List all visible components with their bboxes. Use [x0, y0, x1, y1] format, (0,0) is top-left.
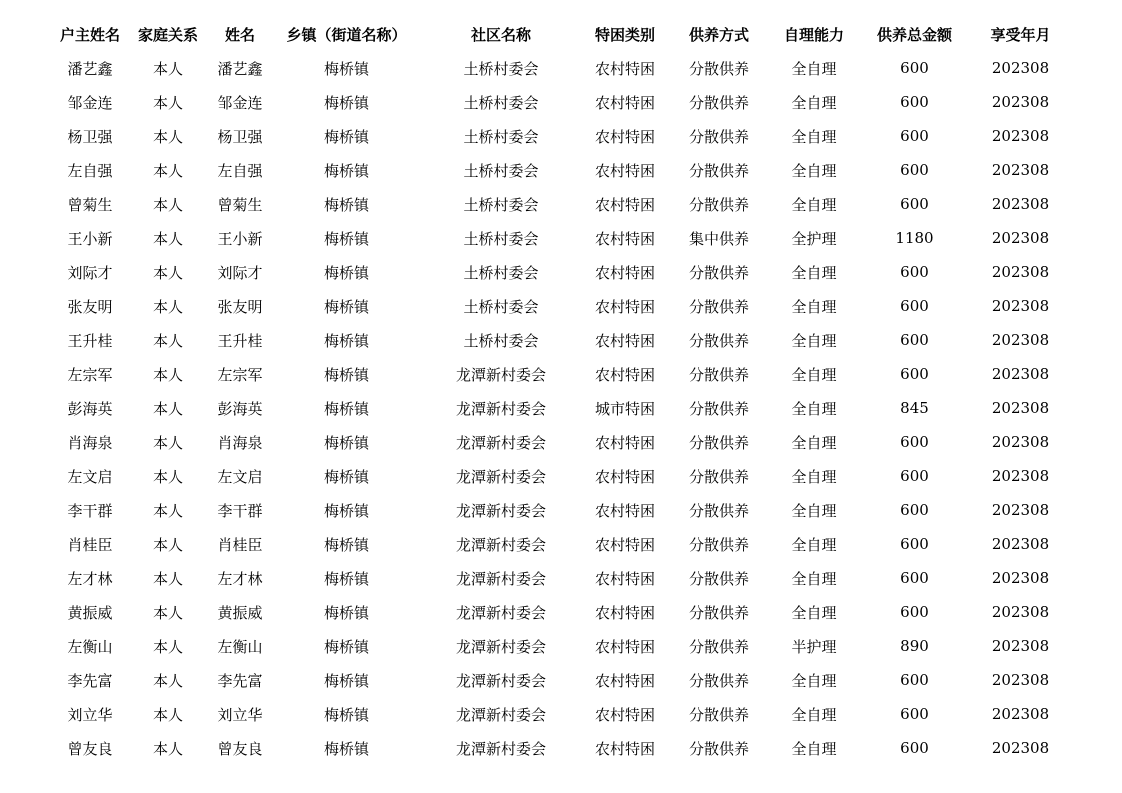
- cell-township: 梅桥镇: [323, 161, 369, 180]
- cell-start-month: 202308: [991, 501, 1050, 519]
- cell-support-amount: 600: [900, 127, 929, 145]
- cell-householder-name: 左自强: [67, 161, 113, 180]
- cell-support-amount: 600: [900, 603, 929, 621]
- cell-support-method: 分散供养: [688, 501, 749, 520]
- cell-family-relation: 本人: [152, 501, 183, 520]
- cell-hardship-category: 农村特困: [594, 93, 655, 112]
- table-row: [55, 731, 1074, 765]
- cell-hardship-category: 农村特困: [594, 535, 655, 554]
- table-row: [55, 595, 1074, 629]
- cell-hardship-category: 农村特困: [594, 467, 655, 486]
- cell-hardship-category: 农村特困: [594, 297, 655, 316]
- cell-self-care-ability: 全护理: [791, 229, 837, 248]
- cell-support-amount: 600: [900, 705, 929, 723]
- cell-support-amount: 600: [900, 59, 929, 77]
- cell-start-month: 202308: [991, 671, 1050, 689]
- cell-self-care-ability: 全自理: [791, 59, 837, 78]
- cell-householder-name: 黄振威: [67, 603, 113, 622]
- cell-support-amount: 1180: [895, 229, 934, 247]
- cell-householder-name: 彭海英: [67, 399, 113, 418]
- document-page: [55, 17, 1074, 765]
- cell-township: 梅桥镇: [323, 637, 369, 656]
- cell-householder-name: 邹金连: [67, 93, 113, 112]
- cell-community: 土桥村委会: [463, 263, 539, 282]
- cell-hardship-category: 城市特困: [594, 399, 655, 418]
- cell-start-month: 202308: [991, 705, 1050, 723]
- cell-family-relation: 本人: [152, 127, 183, 146]
- cell-hardship-category: 农村特困: [594, 59, 655, 78]
- cell-township: 梅桥镇: [323, 603, 369, 622]
- header-support-method: 供养方式: [688, 25, 749, 44]
- cell-family-relation: 本人: [152, 399, 183, 418]
- cell-support-method: 分散供养: [688, 467, 749, 486]
- cell-self-care-ability: 全自理: [791, 705, 837, 724]
- cell-community: 龙潭新村委会: [455, 535, 546, 554]
- cell-support-method: 分散供养: [688, 195, 749, 214]
- table-row: [55, 255, 1074, 289]
- table-row: [55, 527, 1074, 561]
- cell-township: 梅桥镇: [323, 535, 369, 554]
- header-community: 社区名称: [470, 25, 531, 44]
- table-row: [55, 85, 1074, 119]
- cell-hardship-category: 农村特困: [594, 229, 655, 248]
- header-support-amount: 供养总金额: [876, 25, 952, 44]
- cell-start-month: 202308: [991, 93, 1050, 111]
- cell-householder-name: 左衡山: [67, 637, 113, 656]
- cell-township: 梅桥镇: [323, 705, 369, 724]
- cell-support-amount: 845: [900, 399, 929, 417]
- cell-community: 土桥村委会: [463, 229, 539, 248]
- cell-support-method: 分散供养: [688, 297, 749, 316]
- table-row: [55, 425, 1074, 459]
- cell-hardship-category: 农村特困: [594, 161, 655, 180]
- cell-family-relation: 本人: [152, 603, 183, 622]
- cell-support-amount: 600: [900, 467, 929, 485]
- cell-self-care-ability: 全自理: [791, 739, 837, 758]
- cell-self-care-ability: 全自理: [791, 399, 837, 418]
- cell-self-care-ability: 全自理: [791, 127, 837, 146]
- header-householder-name: 户主姓名: [59, 25, 120, 44]
- cell-self-care-ability: 全自理: [791, 161, 837, 180]
- cell-community: 龙潭新村委会: [455, 399, 546, 418]
- cell-support-method: 分散供养: [688, 399, 749, 418]
- cell-hardship-category: 农村特困: [594, 705, 655, 724]
- cell-hardship-category: 农村特困: [594, 331, 655, 350]
- cell-support-method: 分散供养: [688, 263, 749, 282]
- cell-support-method: 分散供养: [688, 705, 749, 724]
- cell-township: 梅桥镇: [323, 195, 369, 214]
- cell-community: 龙潭新村委会: [455, 501, 546, 520]
- table-row: [55, 663, 1074, 697]
- table-row: [55, 561, 1074, 595]
- cell-township: 梅桥镇: [323, 399, 369, 418]
- cell-support-amount: 890: [900, 637, 929, 655]
- header-township: 乡镇（街道名称）: [286, 25, 407, 44]
- cell-self-care-ability: 全自理: [791, 603, 837, 622]
- cell-support-amount: 600: [900, 93, 929, 111]
- cell-householder-name: 曾友良: [67, 739, 113, 758]
- cell-self-care-ability: 全自理: [791, 535, 837, 554]
- cell-name: 李干群: [217, 501, 263, 520]
- cell-householder-name: 王升桂: [67, 331, 113, 350]
- cell-name: 张友明: [217, 297, 263, 316]
- cell-name: 刘际才: [217, 263, 263, 282]
- cell-township: 梅桥镇: [323, 263, 369, 282]
- cell-support-amount: 600: [900, 195, 929, 213]
- cell-start-month: 202308: [991, 637, 1050, 655]
- cell-hardship-category: 农村特困: [594, 739, 655, 758]
- table-row: [55, 629, 1074, 663]
- cell-family-relation: 本人: [152, 93, 183, 112]
- cell-support-amount: 600: [900, 331, 929, 349]
- header-hardship-category: 特困类别: [594, 25, 655, 44]
- cell-hardship-category: 农村特困: [594, 263, 655, 282]
- cell-name: 曾友良: [217, 739, 263, 758]
- table-row: [55, 289, 1074, 323]
- cell-self-care-ability: 全自理: [791, 501, 837, 520]
- table-body: [55, 51, 1074, 765]
- cell-self-care-ability: 全自理: [791, 433, 837, 452]
- cell-township: 梅桥镇: [323, 59, 369, 78]
- cell-name: 李先富: [217, 671, 263, 690]
- cell-township: 梅桥镇: [323, 297, 369, 316]
- cell-family-relation: 本人: [152, 229, 183, 248]
- cell-community: 龙潭新村委会: [455, 365, 546, 384]
- cell-township: 梅桥镇: [323, 739, 369, 758]
- cell-family-relation: 本人: [152, 569, 183, 588]
- header-row: [55, 17, 1074, 51]
- table-row: [55, 357, 1074, 391]
- cell-support-method: 分散供养: [688, 603, 749, 622]
- cell-support-amount: 600: [900, 365, 929, 383]
- header-self-care-ability: 自理能力: [783, 25, 844, 44]
- cell-householder-name: 刘际才: [67, 263, 113, 282]
- cell-community: 龙潭新村委会: [455, 671, 546, 690]
- cell-township: 梅桥镇: [323, 331, 369, 350]
- cell-name: 刘立华: [217, 705, 263, 724]
- table-row: [55, 51, 1074, 85]
- cell-community: 土桥村委会: [463, 331, 539, 350]
- cell-community: 土桥村委会: [463, 93, 539, 112]
- cell-support-method: 分散供养: [688, 569, 749, 588]
- cell-support-amount: 600: [900, 739, 929, 757]
- cell-name: 黄振威: [217, 603, 263, 622]
- cell-name: 左文启: [217, 467, 263, 486]
- cell-family-relation: 本人: [152, 59, 183, 78]
- cell-family-relation: 本人: [152, 467, 183, 486]
- cell-support-amount: 600: [900, 433, 929, 451]
- cell-hardship-category: 农村特困: [594, 433, 655, 452]
- cell-householder-name: 刘立华: [67, 705, 113, 724]
- header-start-month: 享受年月: [990, 25, 1051, 44]
- cell-self-care-ability: 全自理: [791, 93, 837, 112]
- cell-family-relation: 本人: [152, 637, 183, 656]
- cell-community: 土桥村委会: [463, 297, 539, 316]
- cell-township: 梅桥镇: [323, 433, 369, 452]
- cell-hardship-category: 农村特困: [594, 365, 655, 384]
- table-row: [55, 391, 1074, 425]
- cell-householder-name: 肖桂臣: [67, 535, 113, 554]
- cell-community: 土桥村委会: [463, 59, 539, 78]
- cell-householder-name: 肖海泉: [67, 433, 113, 452]
- table-row: [55, 459, 1074, 493]
- cell-start-month: 202308: [991, 263, 1050, 281]
- table-row: [55, 119, 1074, 153]
- cell-township: 梅桥镇: [323, 229, 369, 248]
- cell-community: 龙潭新村委会: [455, 637, 546, 656]
- cell-start-month: 202308: [991, 467, 1050, 485]
- cell-support-method: 分散供养: [688, 59, 749, 78]
- cell-start-month: 202308: [991, 365, 1050, 383]
- cell-support-method: 分散供养: [688, 93, 749, 112]
- cell-name: 肖海泉: [217, 433, 263, 452]
- cell-householder-name: 杨卫强: [67, 127, 113, 146]
- cell-self-care-ability: 全自理: [791, 569, 837, 588]
- cell-start-month: 202308: [991, 229, 1050, 247]
- cell-support-method: 分散供养: [688, 739, 749, 758]
- cell-start-month: 202308: [991, 739, 1050, 757]
- cell-householder-name: 曾菊生: [67, 195, 113, 214]
- cell-support-amount: 600: [900, 671, 929, 689]
- cell-householder-name: 左宗军: [67, 365, 113, 384]
- cell-community: 土桥村委会: [463, 195, 539, 214]
- cell-name: 彭海英: [217, 399, 263, 418]
- cell-family-relation: 本人: [152, 671, 183, 690]
- cell-township: 梅桥镇: [323, 127, 369, 146]
- cell-name: 邹金连: [217, 93, 263, 112]
- table-row: [55, 153, 1074, 187]
- cell-name: 左宗军: [217, 365, 263, 384]
- cell-family-relation: 本人: [152, 161, 183, 180]
- table-row: [55, 323, 1074, 357]
- cell-township: 梅桥镇: [323, 365, 369, 384]
- cell-householder-name: 潘艺鑫: [67, 59, 113, 78]
- cell-start-month: 202308: [991, 535, 1050, 553]
- cell-family-relation: 本人: [152, 739, 183, 758]
- cell-hardship-category: 农村特困: [594, 671, 655, 690]
- cell-community: 龙潭新村委会: [455, 705, 546, 724]
- cell-township: 梅桥镇: [323, 93, 369, 112]
- cell-family-relation: 本人: [152, 433, 183, 452]
- cell-self-care-ability: 全自理: [791, 195, 837, 214]
- cell-township: 梅桥镇: [323, 501, 369, 520]
- cell-start-month: 202308: [991, 433, 1050, 451]
- cell-support-amount: 600: [900, 263, 929, 281]
- cell-self-care-ability: 全自理: [791, 263, 837, 282]
- cell-start-month: 202308: [991, 127, 1050, 145]
- cell-start-month: 202308: [991, 59, 1050, 77]
- table-row: [55, 221, 1074, 255]
- cell-start-month: 202308: [991, 161, 1050, 179]
- cell-householder-name: 李干群: [67, 501, 113, 520]
- cell-name: 肖桂臣: [217, 535, 263, 554]
- cell-hardship-category: 农村特困: [594, 603, 655, 622]
- cell-support-method: 分散供养: [688, 161, 749, 180]
- table-row: [55, 697, 1074, 731]
- cell-family-relation: 本人: [152, 331, 183, 350]
- cell-support-method: 分散供养: [688, 331, 749, 350]
- cell-family-relation: 本人: [152, 705, 183, 724]
- cell-support-amount: 600: [900, 297, 929, 315]
- cell-name: 左衡山: [217, 637, 263, 656]
- table-header: [55, 17, 1074, 51]
- cell-name: 曾菊生: [217, 195, 263, 214]
- cell-family-relation: 本人: [152, 297, 183, 316]
- cell-start-month: 202308: [991, 195, 1050, 213]
- cell-community: 龙潭新村委会: [455, 569, 546, 588]
- cell-hardship-category: 农村特困: [594, 127, 655, 146]
- cell-householder-name: 张友明: [67, 297, 113, 316]
- cell-self-care-ability: 全自理: [791, 467, 837, 486]
- cell-hardship-category: 农村特困: [594, 569, 655, 588]
- cell-householder-name: 王小新: [67, 229, 113, 248]
- cell-name: 杨卫强: [217, 127, 263, 146]
- cell-householder-name: 左才林: [67, 569, 113, 588]
- cell-support-method: 分散供养: [688, 127, 749, 146]
- cell-support-method: 分散供养: [688, 637, 749, 656]
- cell-community: 龙潭新村委会: [455, 739, 546, 758]
- cell-hardship-category: 农村特困: [594, 195, 655, 214]
- cell-name: 潘艺鑫: [217, 59, 263, 78]
- cell-support-method: 分散供养: [688, 433, 749, 452]
- cell-start-month: 202308: [991, 399, 1050, 417]
- cell-community: 土桥村委会: [463, 127, 539, 146]
- cell-community: 龙潭新村委会: [455, 433, 546, 452]
- cell-township: 梅桥镇: [323, 671, 369, 690]
- cell-support-amount: 600: [900, 569, 929, 587]
- cell-start-month: 202308: [991, 297, 1050, 315]
- table-row: [55, 187, 1074, 221]
- cell-name: 王升桂: [217, 331, 263, 350]
- cell-community: 土桥村委会: [463, 161, 539, 180]
- cell-self-care-ability: 半护理: [791, 637, 837, 656]
- cell-householder-name: 左文启: [67, 467, 113, 486]
- cell-self-care-ability: 全自理: [791, 671, 837, 690]
- cell-name: 左自强: [217, 161, 263, 180]
- cell-township: 梅桥镇: [323, 569, 369, 588]
- cell-family-relation: 本人: [152, 535, 183, 554]
- cell-support-amount: 600: [900, 161, 929, 179]
- cell-householder-name: 李先富: [67, 671, 113, 690]
- cell-support-method: 集中供养: [688, 229, 749, 248]
- cell-township: 梅桥镇: [323, 467, 369, 486]
- cell-support-method: 分散供养: [688, 365, 749, 384]
- table-row: [55, 493, 1074, 527]
- cell-self-care-ability: 全自理: [791, 365, 837, 384]
- cell-self-care-ability: 全自理: [791, 331, 837, 350]
- support-recipients-table: [55, 17, 1074, 765]
- cell-start-month: 202308: [991, 603, 1050, 621]
- cell-family-relation: 本人: [152, 365, 183, 384]
- cell-support-method: 分散供养: [688, 671, 749, 690]
- cell-name: 王小新: [217, 229, 263, 248]
- cell-hardship-category: 农村特困: [594, 637, 655, 656]
- cell-start-month: 202308: [991, 331, 1050, 349]
- cell-family-relation: 本人: [152, 195, 183, 214]
- cell-hardship-category: 农村特困: [594, 501, 655, 520]
- cell-name: 左才林: [217, 569, 263, 588]
- cell-support-amount: 600: [900, 501, 929, 519]
- cell-community: 龙潭新村委会: [455, 603, 546, 622]
- cell-support-amount: 600: [900, 535, 929, 553]
- cell-family-relation: 本人: [152, 263, 183, 282]
- cell-start-month: 202308: [991, 569, 1050, 587]
- header-name: 姓名: [224, 25, 255, 44]
- cell-support-method: 分散供养: [688, 535, 749, 554]
- cell-self-care-ability: 全自理: [791, 297, 837, 316]
- cell-community: 龙潭新村委会: [455, 467, 546, 486]
- header-family-relation: 家庭关系: [137, 25, 198, 44]
